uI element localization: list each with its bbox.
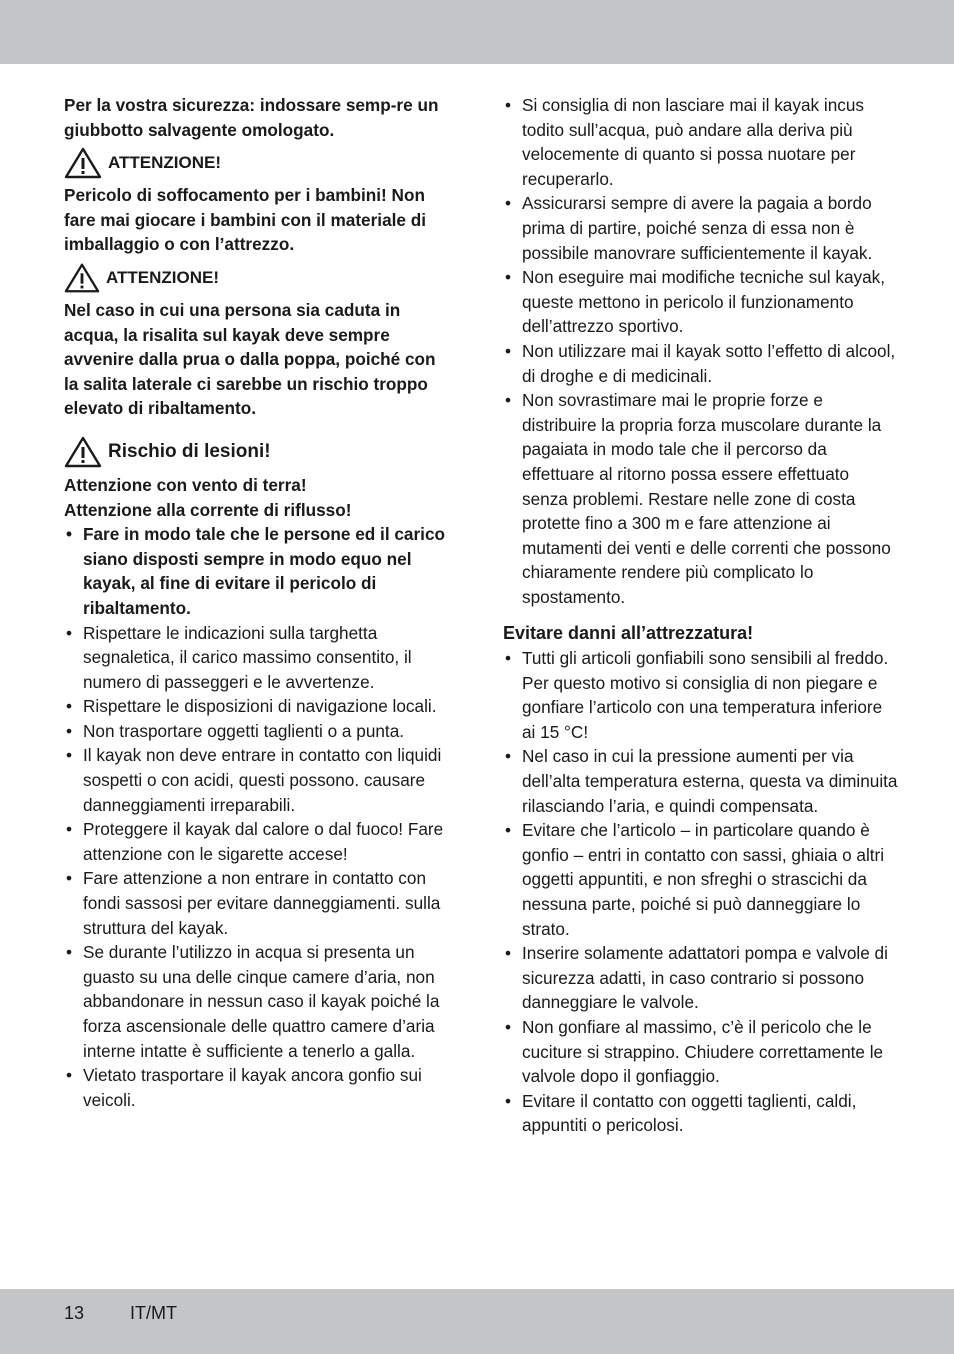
language-code: IT/MT <box>130 1303 177 1323</box>
list-item: • Fare in modo tale che le persone ed il carico siano disposti sempre in modo equo nel kayak, al fine di evitare il pericolo di ribaltamento. <box>64 522 454 620</box>
list-item: • Rispettare le indicazioni sulla targhetta segnaletica, il carico massimo consentito, il numero di passeggeri e le avvertenze. <box>64 621 454 695</box>
list-item: • Inserire solamente adattatori pompa e valvole di sicurezza adatti, in caso contrario si possono danneggiare le valvole. <box>503 941 898 1015</box>
list-item: • Non gonfiare al massimo, c’è il pericolo che le cuciture si strappino. Chiudere correttamente le valvole dopo il gonfiaggio. <box>503 1015 898 1089</box>
list-item: • Evitare il contatto con oggetti taglienti, caldi, appuntiti o pericolosi. <box>503 1089 898 1138</box>
safety-intro: Per la vostra sicurezza: indossare semp-re un giubbotto salvagente omologato. <box>64 95 439 140</box>
list-item: • Non utilizzare mai il kayak sotto l’effetto di alcool, di droghe e di medicinali. <box>503 339 898 388</box>
left-column <box>64 93 454 1112</box>
warning-text-2: Nel caso in cui una persona sia caduta in acqua, la risalita sul kayak deve sempre avvenire dalla prua o dalla poppa, poiché con la salita laterale ci sarebbe un rischio troppo elevato di ribaltamento. <box>64 299 436 419</box>
list-item: • Proteggere il kayak dal calore o dal fuoco! Fare attenzione con le sigarette accese! <box>64 817 454 866</box>
list-item: • Non sovrastimare mai le proprie forze e distribuire la propria forza muscolare durante la pagaiata in modo tale che il percorso da effettuare al ritorno possa essere effettuato senza problemi. Restare nelle zone di costa protette fino a 300 m e fare attenzione ai mutamenti dei venti e delle correnti che possono chiaramente rendere più complicato lo spostamento. <box>503 388 898 609</box>
list-item: • Assicurarsi sempre di avere la pagaia a bordo prima di partire, poiché senza di essa non è possibile manovrare sufficientemente il kayak. <box>503 191 898 265</box>
header-band <box>0 0 954 64</box>
list-item: • Non eseguire mai modifiche tecniche sul kayak, queste mettono in pericolo il funzionamento dell’attrezzo sportivo. <box>503 265 898 339</box>
equipment-list <box>503 646 898 1138</box>
list-item: • Non trasportare oggetti taglienti o a punta. <box>64 719 454 744</box>
current-warning: Attenzione alla corrente di riflusso! <box>64 499 352 520</box>
list-item: • Rispettare le disposizioni di navigazione locali. <box>64 694 454 719</box>
list-item: • Il kayak non deve entrare in contatto con liquidi sospetti o con acidi, questi possono. causare danneggiamenti irreparabili. <box>64 743 454 817</box>
list-item: • Si consiglia di non lasciare mai il kayak incus todito sull’acqua, può andare alla deriva più velocemente di quanto si possa nuotare per recuperarlo. <box>503 93 898 191</box>
injury-risk-heading: Rischio di lesioni! <box>108 440 271 462</box>
list-item: • Fare attenzione a non entrare in contatto con fondi sassosi per evitare danneggiamenti. sulla struttura del kayak. <box>64 866 454 940</box>
warning-heading-2 <box>64 262 454 294</box>
warning-triangle-icon <box>64 435 102 469</box>
bold-list <box>64 522 454 620</box>
safety-list-continued <box>503 93 898 609</box>
warning-heading-1 <box>64 147 454 179</box>
wind-warning: Attenzione con vento di terra! <box>64 474 307 495</box>
equipment-damage-heading: Evitare danni all’attrezzatura! <box>503 623 754 644</box>
list-item: • Evitare che l’articolo – in particolare quando è gonfio – entri in contatto con sassi, ghiaia o altri oggetti appuntiti, e non sfreghi o strascichi da nessuna parte, poiché si può danneggiare lo strato. <box>503 818 898 941</box>
warning-text-1: Pericolo di soffocamento per i bambini! Non fare mai giocare i bambini con il materiale di imballaggio o con l’attrezzo. <box>64 185 427 255</box>
list-item: • Vietato trasportare il kayak ancora gonfio sui veicoli. <box>64 1063 454 1112</box>
warning-label-1: ATTENZIONE! <box>108 152 222 172</box>
list-item: • Se durante l’utilizzo in acqua si presenta un guasto su una delle cinque camere d’aria, non abbandonare in nessun caso il kayak poiché la forza ascensionale delle quattro camere d’aria interne intatte è sufficiente a tenerlo a galla. <box>64 940 454 1063</box>
warning-label-2: ATTENZIONE! <box>106 267 220 287</box>
right-column <box>503 93 898 1138</box>
safety-list <box>64 621 454 1113</box>
page-number: 13 <box>64 1303 85 1323</box>
warning-triangle-icon <box>64 262 100 294</box>
warning-triangle-icon <box>64 147 102 179</box>
warning-heading-3 <box>64 435 454 469</box>
list-item: • Tutti gli articoli gonfiabili sono sensibili al freddo. Per questo motivo si consiglia di non piegare e gonfiare l’articolo con una temperatura inferiore ai 15 °C! <box>503 646 898 744</box>
list-item: • Nel caso in cui la pressione aumenti per via dell’alta temperatura esterna, questa va diminuita rilasciando l’aria, e quindi compensata. <box>503 744 898 818</box>
